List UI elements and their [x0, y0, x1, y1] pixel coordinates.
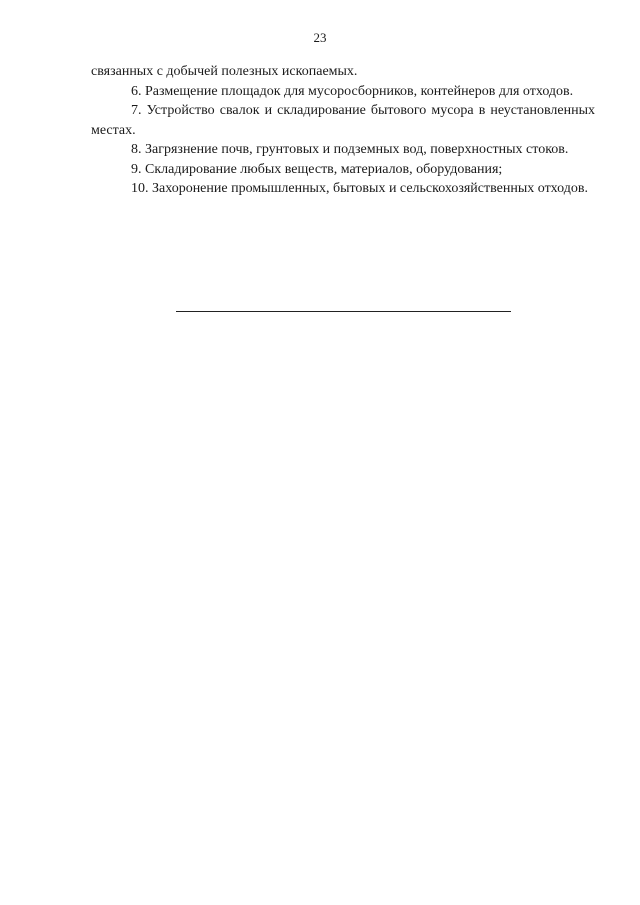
- end-divider: [176, 311, 511, 312]
- page-number: 23: [313, 30, 327, 45]
- list-item-6: 6. Размещение площадок для мусоросборников, контейнеров для отходов.: [131, 83, 574, 99]
- list-item-7: 7. Устройство свалок и складирование бытового мусора в неустановленных местах.: [91, 103, 595, 138]
- list-item-8: 8. Загрязнение почв, грунтовых и подземных вод, поверхностных стоков.: [131, 142, 569, 157]
- document-body: [91, 62, 595, 199]
- paragraph-continuation: связанных с добычей полезных ископаемых.: [91, 64, 358, 79]
- list-item-10: 10. Захоронение промышленных, бытовых и сельскохозяйственных отходов.: [131, 181, 588, 196]
- list-item-9: 9. Складирование любых веществ, материалов, оборудования;: [131, 161, 503, 177]
